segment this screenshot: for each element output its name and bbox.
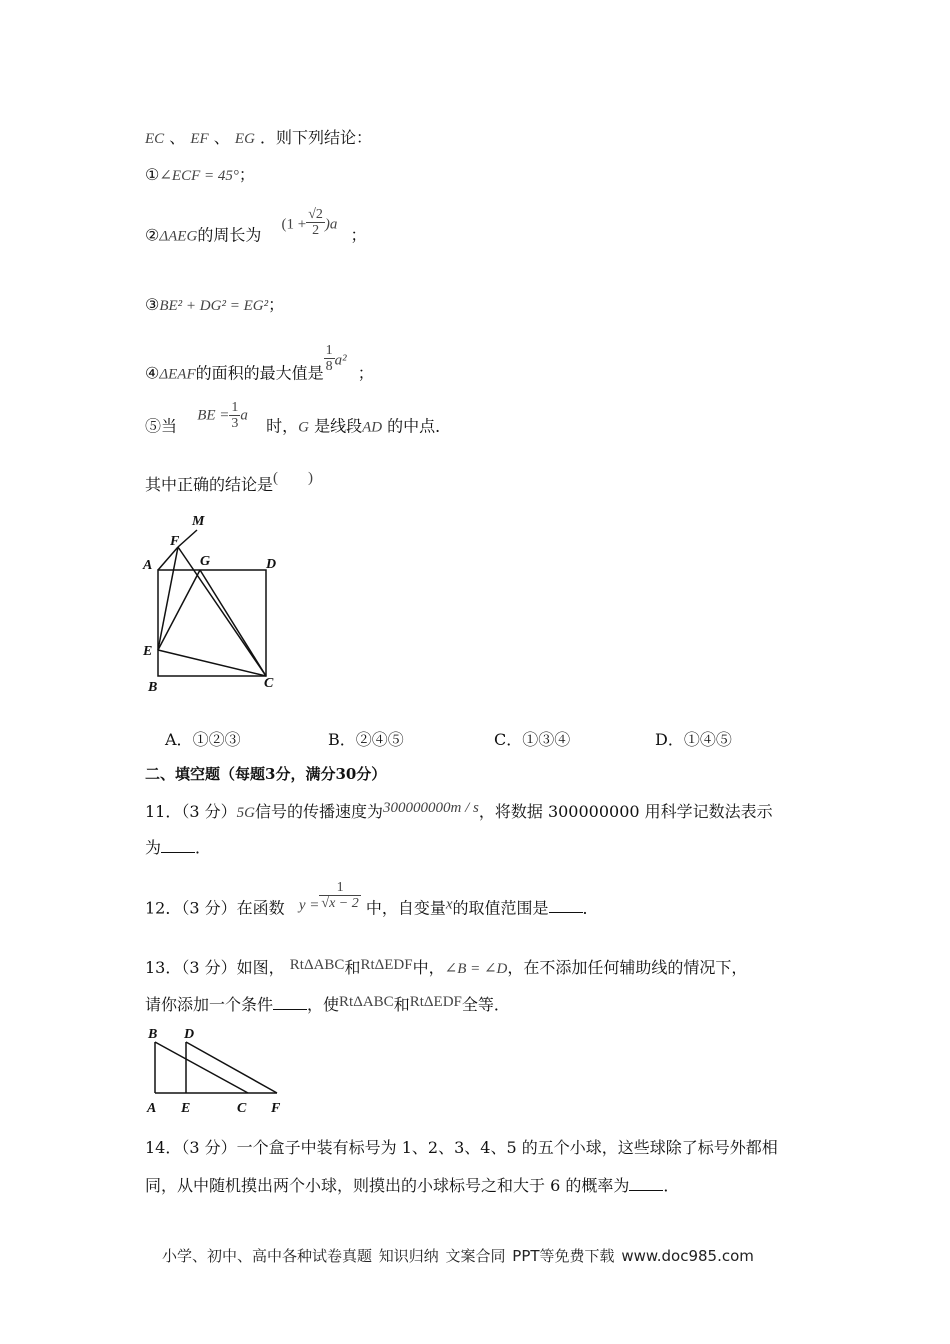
segment-ec: EC: [145, 131, 165, 147]
label-g: G: [200, 554, 211, 569]
intro-line: EC 、 EF 、 EG ．则下列结论：: [145, 128, 373, 147]
segment-eg: [158, 570, 200, 650]
choice-c[interactable]: C．①③④: [494, 730, 571, 749]
label-d: D: [266, 557, 277, 572]
fraction-1-over-3: $\frac{1}{3}$: [231, 400, 239, 432]
square-figure: [140, 505, 290, 700]
label-a: A: [143, 558, 153, 573]
choice-a[interactable]: A．①②③: [165, 730, 241, 749]
segment-ef: EF: [190, 131, 209, 147]
square-abcd: [158, 570, 266, 676]
question-13-line2: 请你添加一个条件 ，使RtΔABC和RtΔEDF全等．: [145, 994, 510, 1014]
segment-fm: [178, 530, 197, 547]
segment-af: [158, 547, 178, 570]
label-e: E: [143, 644, 153, 659]
conclusion-4: ④ΔEAF的面积的最大值是 $\frac{1}{8}$ a² ；: [145, 343, 374, 383]
label-d2: D: [184, 1027, 195, 1042]
label-f: F: [170, 534, 180, 549]
fraction-sqrt2-over-2: $\frac{√2}{2}$: [308, 207, 323, 239]
segment-eg: EG: [234, 131, 255, 147]
segment-ec: [158, 650, 266, 676]
label-c2: C: [237, 1101, 247, 1116]
label-b: B: [148, 680, 158, 695]
conclusion-3: ③BE² + DG² = EG²；: [145, 295, 285, 314]
question-11-line2: 为 ．: [145, 838, 212, 857]
segment-df: [186, 1042, 277, 1093]
answer-blank-11[interactable]: [161, 840, 195, 853]
answer-blank-14[interactable]: [629, 1178, 663, 1191]
conclusion-1: ①∠ECF = 45°；: [145, 165, 255, 184]
footer-text[interactable]: 小学、初中、高中各种试卷真题 知识归纳 文案合同 PPT等免费下载 www.doc985.com: [162, 1247, 754, 1265]
fraction-1-over-sqrt: $\frac{1}{√x - 2}$: [321, 880, 359, 912]
conclusion-5: ⑤当 BE = $\frac{1}{3}$ a 时，G 是线段AD 的中点．: [145, 400, 452, 436]
section-title: 二、填空题（每题3分，满分30分）: [145, 765, 387, 783]
question-13-line1: 13．（3 分）如图， RtΔABC和RtΔEDF中，∠B = ∠D，在不添加任何辅助线的情况下，: [145, 957, 748, 977]
question-prompt: 其中正确的结论是( ): [145, 470, 314, 494]
choice-b[interactable]: B．②④⑤: [328, 730, 404, 749]
question-12: 12．（3 分）在函数 y = $\frac{1}{√x - 2}$ 中，自变量x的取值范围是 ．: [145, 880, 599, 918]
question-14-line1: 14．（3 分）一个盒子中装有标号为 1、2、3、4、5 的五个小球，这些球除了标号外都相: [145, 1138, 778, 1157]
fraction-1-over-8: $\frac{1}{8}$: [325, 343, 333, 375]
segment-ef: [158, 547, 178, 650]
question-14-line2: 同，从中随机摸出两个小球，则摸出的小球标号之和大于 6 的概率为 ．: [145, 1176, 680, 1195]
segment-bc: [155, 1042, 248, 1093]
segment-fc: [178, 547, 266, 676]
label-e2: E: [181, 1101, 191, 1116]
label-a2: A: [147, 1101, 157, 1116]
segment-gc: [200, 570, 266, 676]
label-b2: B: [148, 1027, 158, 1042]
triangles-figure: [140, 1020, 300, 1120]
label-c: C: [264, 676, 274, 691]
label-f2: F: [271, 1101, 281, 1116]
answer-blank-13[interactable]: [273, 997, 307, 1010]
choice-d[interactable]: D．①④⑤: [655, 730, 732, 749]
answer-blank-12[interactable]: [549, 900, 583, 913]
question-11-line1: 11．（3 分）5G信号的传播速度为300000000m / s，将数据 300000000 用科学记数法表示: [145, 800, 773, 821]
label-m: M: [192, 514, 205, 529]
conclusion-2: ②ΔAEG的周长为 (1 + $\frac{√2}{2}$ )a ；: [145, 207, 367, 245]
